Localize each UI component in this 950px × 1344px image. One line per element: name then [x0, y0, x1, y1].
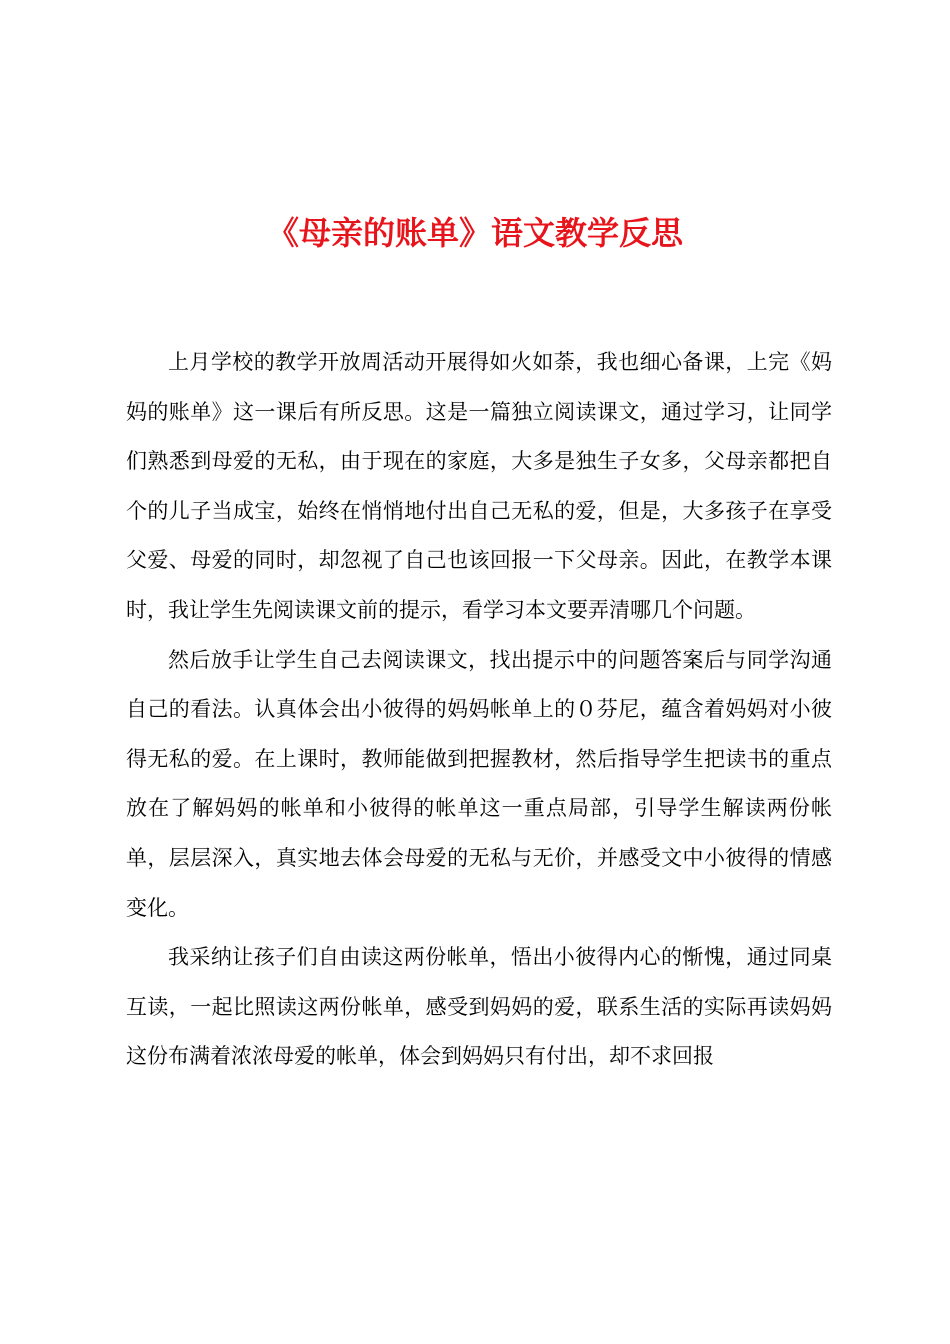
document-body — [126, 338, 832, 1082]
paragraph-1: 上月学校的教学开放周活动开展得如火如荼，我也细心备课，上完《妈妈的账单》这一课后有所反思。这是一篇独立阅读课文，通过学习，让同学们熟悉到母爱的无私，由于现在的家庭，大多是独生子女多，父母亲都把自个的儿子当成宝，始终在悄悄地付出自己无私的爱，但是，大多孩子在享受父爱、母爱的同时，却忽视了自己也该回报一下父母亲。因此，在教学本课时，我让学生先阅读课文前的提示，看学习本文要弄清哪几个问题。 — [126, 350, 832, 622]
document-title: 《母亲的账单》语文教学反思 — [266, 214, 683, 252]
paragraph-3: 我采纳让孩子们自由读这两份帐单，悟出小彼得内心的惭愧，通过同桌互读，一起比照读这两份帐单，感受到妈妈的爱，联系生活的实际再读妈妈这份布满着浓浓母爱的帐单，体会到妈妈只有付出，却不求回报 — [126, 945, 832, 1069]
paragraph-2: 然后放手让学生自己去阅读课文，找出提示中的问题答案后与同学沟通自己的看法。认真体会出小彼得的妈妈帐单上的０芬尼，蕴含着妈妈对小彼得无私的爱。在上课时，教师能做到把握教材，然后指导学生把读书的重点放在了解妈妈的帐单和小彼得的帐单这一重点局部，引导学生解读两份帐单，层层深入，真实地去体会母爱的无私与无价，并感受文中小彼得的情感变化。 — [126, 647, 832, 920]
